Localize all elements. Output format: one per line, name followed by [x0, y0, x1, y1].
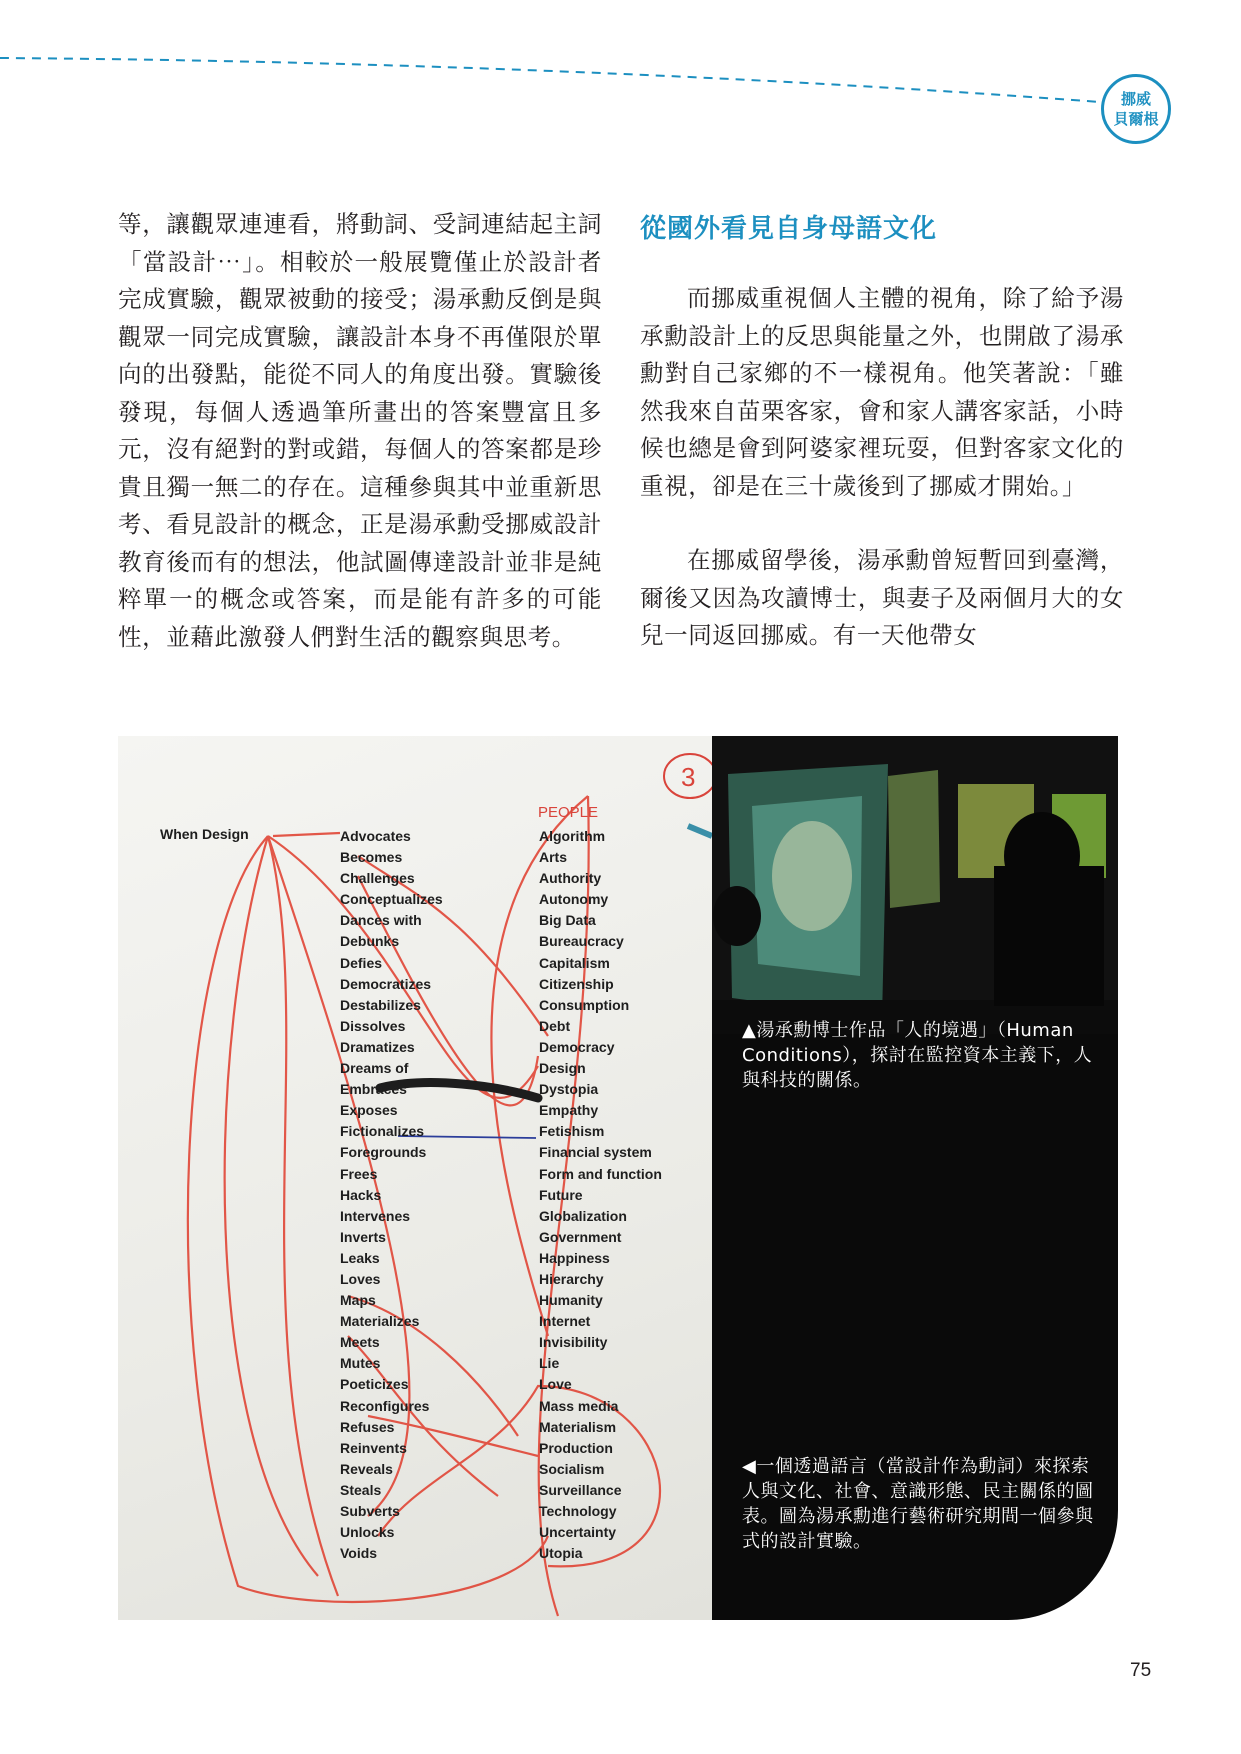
- verb-word: Loves: [340, 1270, 381, 1287]
- verb-list: [340, 826, 443, 1564]
- verb-word: Dissolves: [340, 1017, 406, 1034]
- section-heading: 從國外看見自身母語文化: [640, 214, 938, 244]
- noun-word: Humanity: [539, 1292, 603, 1309]
- left-paragraph: 等，讓觀眾連連看，將動詞、受詞連結起主詞「當設計⋯」。相較於一般展覽僅止於設計者完成實驗，觀眾被動的接受；湯承勳反倒是與觀眾一同完成實驗，讓設計本身不再僅限於單向的出發點，能從不同人的角度出發。實驗後發現，每個人透過筆所畫出的答案豐富且多元，沒有絕對的對或錯，每個人的答案都是珍貴且獨一無二的存在。這種參與其中並重新思考、看見設計的概念，正是湯承勳受挪威設計教育後而有的想法，他試圖傳達設計並非是純粹單一的概念或答案，而是能有許多的可能性，並藉此激發人們對生活的觀察與思考。: [118, 210, 602, 651]
- noun-word: Socialism: [539, 1460, 605, 1477]
- verb-word: Reinvents: [340, 1439, 407, 1456]
- noun-word: Form and function: [539, 1165, 662, 1182]
- noun-word: Autonomy: [539, 891, 609, 908]
- noun-word: Arts: [539, 849, 568, 866]
- verb-word: Fictionalizes: [340, 1123, 425, 1140]
- verb-word: Democratizes: [340, 975, 432, 992]
- photo-caption: ▲湯承勳博士作品「人的境遇」（Human Conditions），探討在監控資本主義下，人與科技的關係。: [742, 1020, 1093, 1091]
- noun-word: Fetishism: [539, 1123, 605, 1140]
- verb-word: Reveals: [340, 1460, 393, 1477]
- right-column: [640, 280, 1124, 655]
- verb-word: Conceptualizes: [340, 891, 443, 908]
- page-number: 75: [1130, 1660, 1152, 1681]
- right-paragraph-2: 在挪威留學後，湯承勳曾短暫回到臺灣，爾後又因為攻讀博士，與妻子及兩個月大的女兒一同返回挪威。有一天他帶女: [640, 546, 1124, 649]
- noun-word: Mass media: [539, 1397, 619, 1414]
- noun-word: Authority: [539, 870, 602, 887]
- verb-word: Dramatizes: [340, 1038, 415, 1055]
- verb-word: Poeticizes: [340, 1376, 409, 1393]
- verb-word: Frees: [340, 1165, 378, 1182]
- noun-word: Democracy: [539, 1038, 615, 1055]
- noun-word: Big Data: [539, 912, 596, 929]
- noun-word: Dystopia: [539, 1081, 599, 1098]
- verb-word: Subverts: [340, 1503, 400, 1519]
- verb-word: Maps: [340, 1292, 376, 1309]
- verb-word: Reconfigures: [340, 1397, 430, 1414]
- verb-word: Materializes: [340, 1313, 420, 1330]
- noun-word: Bureaucracy: [539, 933, 624, 950]
- noun-word: Financial system: [539, 1144, 652, 1161]
- noun-word: Technology: [539, 1503, 617, 1519]
- noun-word: Capitalism: [539, 954, 610, 971]
- verb-word: Dreams of: [340, 1060, 409, 1077]
- noun-word: Empathy: [539, 1102, 599, 1119]
- left-column: [118, 206, 602, 656]
- verb-word: Foregrounds: [340, 1144, 427, 1161]
- right-paragraph-1: 而挪威重視個人主體的視角，除了給予湯承勳設計上的反思與能量之外，也開啟了湯承勳對自己家鄉的不一樣視角。他笑著說：「雖然我來自苗栗客家，會和家人講客家話，小時候也總是會到阿婆家裡玩耍，但對客家文化的重視，卻是在三十歲後到了挪威才開始。」: [640, 284, 1124, 500]
- noun-word: Utopia: [539, 1545, 583, 1562]
- noun-word: Government: [539, 1228, 622, 1245]
- noun-word: Lie: [539, 1355, 560, 1372]
- verb-word: Mutes: [340, 1355, 381, 1372]
- chart-caption: ◀一個透過語言（當設計作為動詞）來探索人與文化、社會、意識形態、民主關係的圖表。圖為湯承勳進行藝術研究期間一個參與式的設計實驗。: [742, 1456, 1094, 1552]
- verb-word: Dances with: [340, 912, 422, 929]
- verb-word: Leaks: [340, 1249, 380, 1266]
- header-dashed-line: [0, 0, 1241, 130]
- noun-word: Internet: [539, 1313, 591, 1330]
- verb-word: Embraces: [340, 1081, 407, 1098]
- chapter-badge: [1101, 74, 1171, 144]
- noun-word: Production: [539, 1439, 613, 1456]
- noun-word: Materialism: [539, 1418, 617, 1435]
- participatory-chart-photo: [118, 736, 712, 1620]
- verb-word: Defies: [340, 954, 383, 971]
- noun-word: Algorithm: [539, 828, 606, 844]
- verb-word: Exposes: [340, 1102, 398, 1119]
- verb-word: Challenges: [340, 870, 415, 887]
- noun-word: Hierarchy: [539, 1270, 604, 1287]
- badge-line-1: 挪威: [1120, 90, 1151, 108]
- chart-start-word: When Design: [160, 826, 249, 842]
- people-handwritten-label: PEOPLE: [538, 804, 599, 821]
- caption-panel: [712, 736, 1118, 1620]
- verb-word: Hacks: [340, 1186, 382, 1203]
- noun-word: Design: [539, 1060, 586, 1077]
- badge-line-2: 貝爾根: [1113, 110, 1159, 128]
- verb-word: Intervenes: [340, 1207, 411, 1224]
- noun-word: Future: [539, 1186, 583, 1203]
- noun-word: Happiness: [539, 1249, 610, 1266]
- verb-word: Becomes: [340, 849, 403, 866]
- noun-word: Uncertainty: [539, 1524, 617, 1541]
- verb-word: Unlocks: [340, 1524, 395, 1541]
- noun-word: Citizenship: [539, 975, 614, 992]
- verb-word: Inverts: [340, 1228, 386, 1245]
- verb-word: Voids: [340, 1545, 378, 1562]
- noun-word: Debt: [539, 1017, 571, 1034]
- noun-word: Surveillance: [539, 1481, 622, 1498]
- installation-photo: [712, 736, 1118, 1034]
- noun-word: Consumption: [539, 996, 630, 1013]
- verb-word: Destabilizes: [340, 996, 421, 1013]
- noun-word: Invisibility: [539, 1334, 608, 1351]
- noun-word: Globalization: [539, 1207, 627, 1224]
- verb-word: Debunks: [340, 933, 400, 950]
- verb-word: Steals: [340, 1481, 382, 1498]
- noun-list: [539, 826, 662, 1564]
- circled-number: 3: [681, 762, 696, 792]
- verb-word: Meets: [340, 1334, 380, 1351]
- verb-word: Refuses: [340, 1418, 395, 1435]
- noun-word: Love: [539, 1376, 572, 1393]
- verb-word: Advocates: [340, 828, 411, 844]
